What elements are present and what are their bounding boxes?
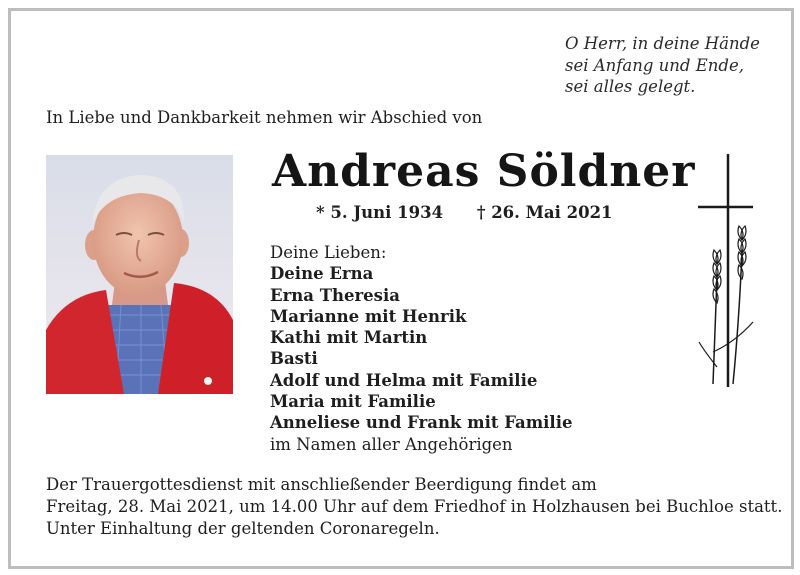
portrait-photo [46, 155, 233, 394]
cross-with-wheat-icon [695, 152, 759, 396]
family-member: Adolf und Helma mit Familie [270, 370, 538, 390]
notice-line: Unter Einhaltung der geltenden Coronaregeln. [46, 519, 440, 538]
family-closing: im Namen aller Angehörigen [270, 434, 513, 454]
family-member: Kathi mit Martin [270, 328, 428, 348]
notice-line: Der Trauergottesdienst mit anschließender Beerdigung findet am [46, 475, 597, 494]
family-member: Deine Erna [270, 264, 374, 284]
quote-line: sei alles gelegt. [565, 77, 696, 96]
funeral-notice [46, 474, 782, 540]
death-date: † 26. Mai 2021 [476, 203, 613, 222]
family-member: Anneliese und Frank mit Familie [270, 413, 573, 433]
family-list [270, 242, 572, 455]
family-member: Marianne mit Henrik [270, 306, 467, 326]
family-heading: Deine Lieben: [270, 243, 387, 262]
notice-line: Freitag, 28. Mai 2021, um 14.00 Uhr auf dem Friedhof in Holzhausen bei Buchloe statt. [46, 497, 783, 516]
life-dates [316, 203, 613, 222]
family-member: Maria mit Familie [270, 392, 436, 412]
family-member: Basti [270, 349, 318, 369]
intro-text: In Liebe und Dankbarkeit nehmen wir Abschied von [46, 108, 483, 127]
quote-line: O Herr, in deine Hände [565, 34, 760, 53]
birth-date: * 5. Juni 1934 [316, 203, 444, 222]
family-member: Erna Theresia [270, 285, 400, 305]
deceased-name: Andreas Söldner [272, 146, 696, 197]
quote-line: sei Anfang und Ende, [565, 55, 744, 75]
bible-quote [565, 33, 760, 98]
